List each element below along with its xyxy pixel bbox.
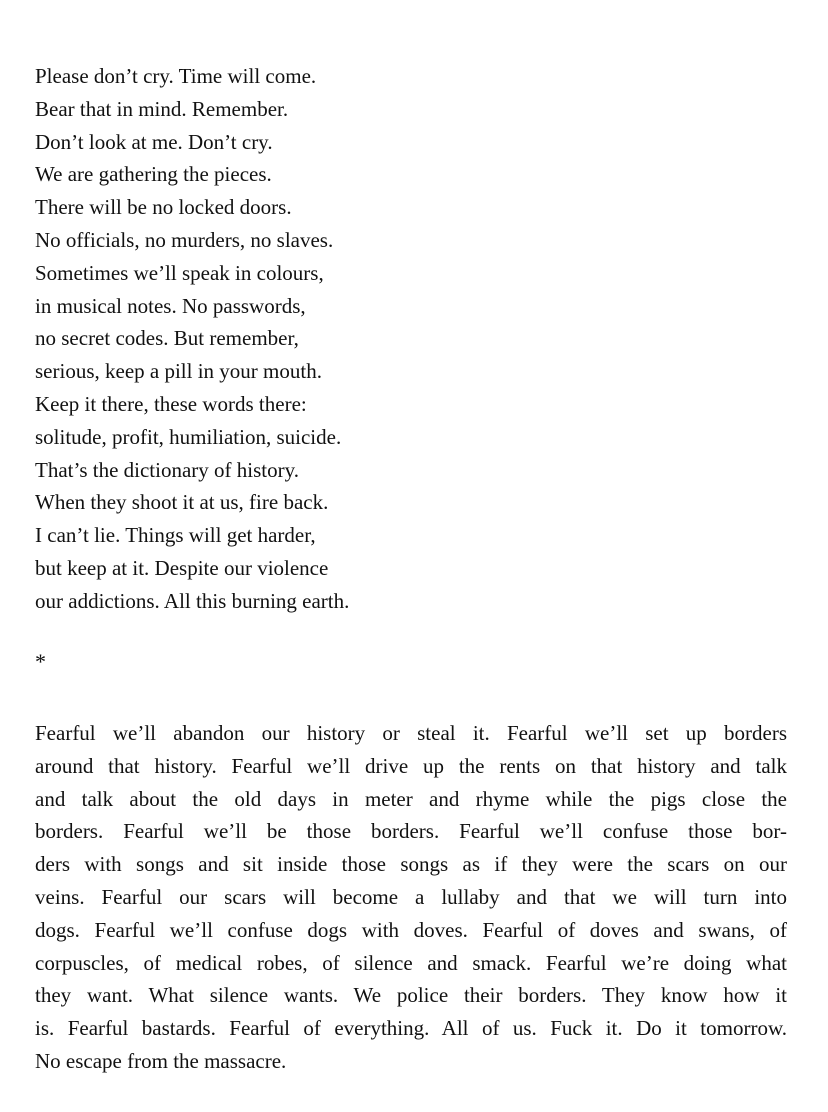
poem-line: Please don’t cry. Time will come. [35,64,317,88]
poem-line: Keep it there, these words there: [35,391,307,416]
prose-line: around that history. Fearful we’ll drive up the rents on that history and talk [35,753,787,778]
prose-line: Fearful we’ll abandon our history or steal it. Fearful we’ll set up borders [35,721,787,745]
poem-line: but keep at it. Despite our violence [35,555,329,580]
poem-line: We are gathering the pieces. [35,162,272,187]
prose-line: and talk about the old days in meter and rhyme while the pigs close the [35,786,787,811]
poem-line: in musical notes. No passwords, [35,293,306,318]
prose-line: they want. What silence wants. We police their borders. They know how it [35,983,787,1008]
poem-stanza [35,60,555,618]
prose-paragraph [35,717,787,1078]
poem-line: I can’t lie. Things will get harder, [35,523,316,548]
poem-line: Bear that in mind. Remember. [35,96,289,121]
poem-line: solitude, profit, humiliation, suicide. [35,424,342,449]
prose-line: ders with songs and sit inside those songs as if they were the scars on our [35,852,787,877]
poem-line: no secret codes. But remember, [35,326,299,351]
poem-line: There will be no locked doors. [35,195,292,220]
prose-line: is. Fearful bastards. Fearful of everything. All of us. Fuck it. Do it tomorrow. [35,1016,787,1041]
poem-line: serious, keep a pill in your mouth. [35,359,322,384]
poem-line: Sometimes we’ll speak in colours, [35,260,324,285]
prose-line: corpuscles, of medical robes, of silence and smack. Fearful we’re doing what [35,950,787,975]
poem-line: our addictions. All this burning earth. [35,588,350,613]
poem-line: Don’t look at me. Don’t cry. [35,129,273,154]
prose-line: dogs. Fearful we’ll confuse dogs with doves. Fearful of doves and swans, of [35,917,787,942]
section-separator: * [35,649,46,674]
poem-line: That’s the dictionary of history. [35,457,299,482]
prose-line: veins. Fearful our scars will become a lullaby and that we will turn into [35,884,787,909]
poem-line: When they shoot it at us, fire back. [35,490,329,515]
prose-line: No escape from the massacre. [35,1048,287,1073]
prose-line: borders. Fearful we’ll be those borders. Fearful we’ll confuse those bor- [35,819,787,844]
poem-line: No officials, no murders, no slaves. [35,227,334,252]
